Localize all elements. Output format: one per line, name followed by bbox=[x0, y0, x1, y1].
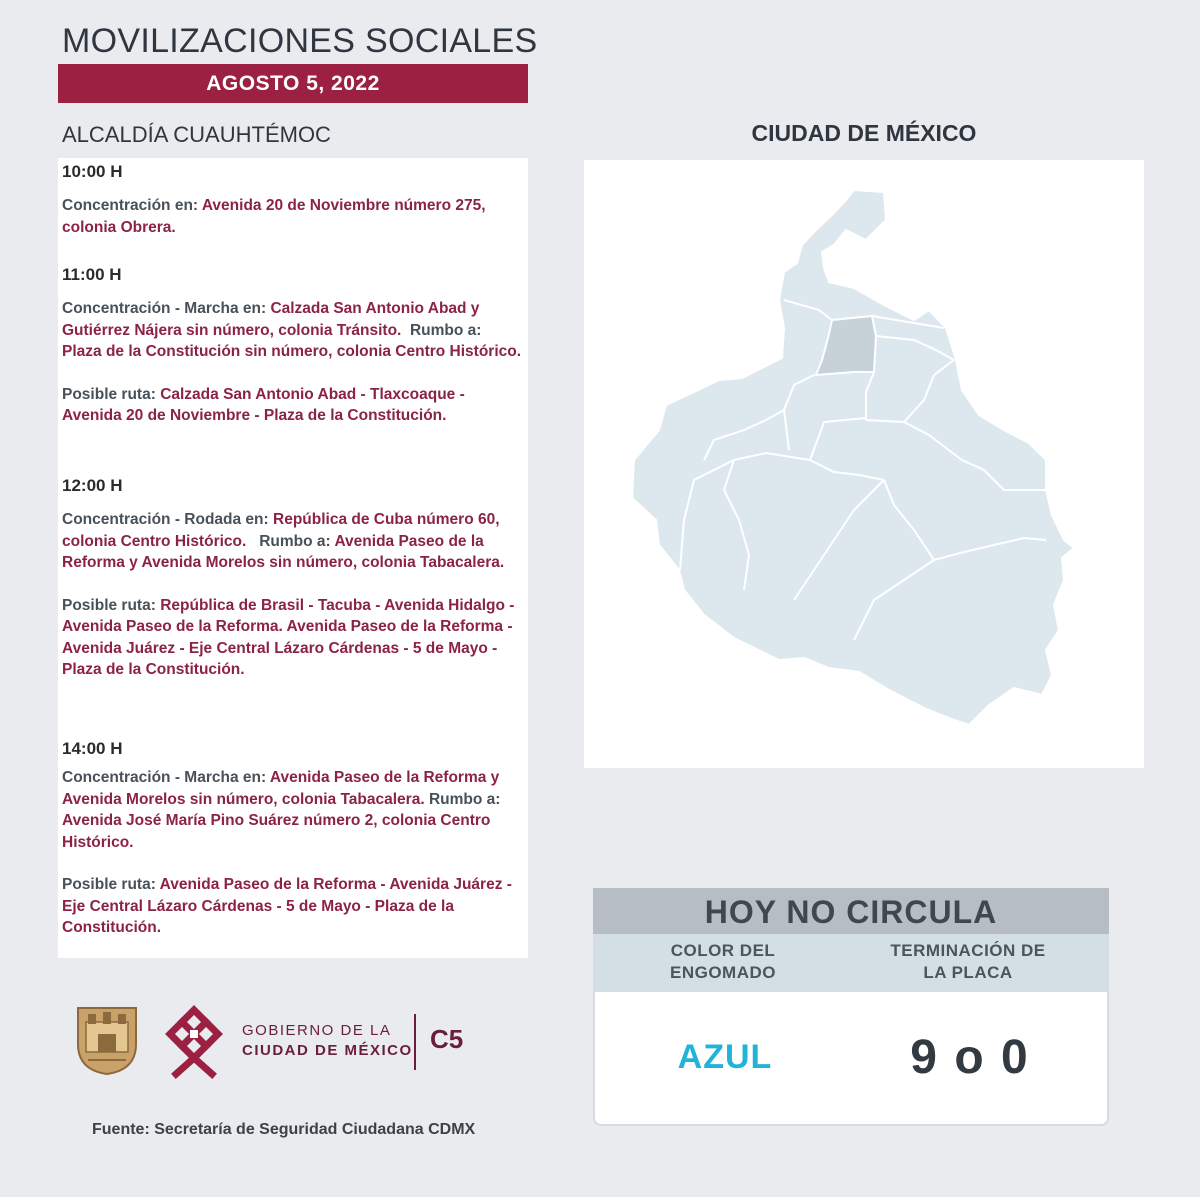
events-panel bbox=[58, 158, 528, 958]
cdmx-map bbox=[584, 160, 1144, 768]
event-destination: Avenida José María Pino Suárez número 2, colonia Centro Histórico. bbox=[62, 812, 491, 851]
c5-logo: C5 bbox=[430, 1024, 464, 1054]
event-route-value: Avenida Paseo de la Reforma - Avenida Juárez - Eje Central Lázaro Cárdenas - 5 de Mayo - Plaza de la Constitución. bbox=[62, 876, 512, 936]
map-panel bbox=[584, 160, 1144, 768]
page-title: MOVILIZACIONES SOCIALES bbox=[62, 22, 538, 60]
gobierno-line-2: CIUDAD DE MÉXICO bbox=[242, 1042, 413, 1059]
date-banner: AGOSTO 5, 2022 bbox=[58, 64, 528, 103]
event-location: Calzada San Antonio Abad y Gutiérrez Nájera sin número, colonia Tránsito. bbox=[62, 300, 480, 339]
event-route bbox=[62, 595, 524, 681]
event-item bbox=[62, 265, 524, 427]
event-concentration bbox=[62, 509, 524, 574]
event-label: Concentración en: bbox=[62, 197, 202, 214]
event-label: Posible ruta: bbox=[62, 596, 161, 614]
event-label: Rumbo a: bbox=[401, 321, 486, 339]
event-route bbox=[62, 874, 524, 939]
event-destination: Avenida Paseo de la Reforma y Avenida Morelos sin número, colonia Tabacalera. bbox=[62, 532, 505, 571]
event-concentration bbox=[62, 767, 524, 853]
event-item bbox=[62, 739, 524, 939]
event-label: Rumbo a: bbox=[424, 790, 505, 808]
event-item bbox=[62, 162, 524, 238]
cdmx-emblem-logo bbox=[160, 1004, 228, 1080]
event-location: Avenida 20 de Noviembre número 275, colonia Obrera. bbox=[62, 197, 486, 236]
hoy-no-circula-title: HOY NO CIRCULA bbox=[593, 888, 1109, 934]
event-label: Posible ruta: bbox=[62, 385, 161, 403]
plate-ending-label: TERMINACIÓN DE LA PLACA bbox=[890, 941, 1046, 982]
event-location: República de Cuba número 60, colonia Centro Histórico. bbox=[62, 511, 500, 550]
hoy-no-circula-card bbox=[593, 888, 1109, 1126]
coat-of-arms-logo bbox=[74, 1004, 140, 1076]
gobierno-line-1: GOBIERNO DE LA bbox=[242, 1022, 392, 1039]
event-label: Concentración - Marcha en: bbox=[62, 300, 271, 317]
event-destination: Plaza de la Constitución sin número, colonia Centro Histórico. bbox=[62, 343, 522, 360]
event-item bbox=[62, 476, 524, 681]
event-time: 12:00 H bbox=[62, 476, 123, 495]
map-title: CIUDAD DE MÉXICO bbox=[751, 120, 977, 146]
event-route-value: Calzada San Antonio Abad - Tlaxcoaque - Avenida 20 de Noviembre - Plaza de la Constitución. bbox=[62, 385, 465, 424]
alcaldia-heading: ALCALDÍA CUAUHTÉMOC bbox=[62, 122, 331, 147]
gobierno-wordmark bbox=[242, 1021, 413, 1061]
event-concentration bbox=[62, 195, 524, 238]
event-route-value: República de Brasil - Tacuba - Avenida Hidalgo - Avenida Paseo de la Reforma. Avenida Paseo de la Reforma - Avenida Juárez - Eje Central Lázaro Cárdenas - 5 de Mayo - Plaza de la Constitución. bbox=[62, 596, 515, 678]
hoy-no-circula-labels bbox=[593, 934, 1109, 992]
plate-ending-value: 9 o 0 bbox=[910, 1031, 1030, 1084]
event-route bbox=[62, 384, 524, 427]
event-location: Avenida Paseo de la Reforma y Avenida Morelos sin número, colonia Tabacalera. bbox=[62, 769, 500, 808]
event-time: 11:00 H bbox=[62, 265, 122, 284]
sticker-color-label: COLOR DEL ENGOMADO bbox=[670, 941, 776, 982]
event-time: 14:00 H bbox=[62, 739, 123, 758]
map-city-outline bbox=[632, 190, 1074, 725]
event-label: Concentración - Rodada en: bbox=[62, 511, 273, 528]
event-time: 10:00 H bbox=[62, 162, 123, 181]
event-concentration bbox=[62, 298, 524, 363]
event-label: Posible ruta: bbox=[62, 876, 160, 893]
source-footer: Fuente: Secretaría de Seguridad Ciudadana CDMX bbox=[92, 1121, 476, 1138]
logo-divider bbox=[414, 1014, 416, 1070]
event-label: Concentración - Marcha en: bbox=[62, 769, 270, 786]
event-label: Rumbo a: bbox=[246, 532, 335, 550]
sticker-color-value: AZUL bbox=[677, 1038, 773, 1076]
